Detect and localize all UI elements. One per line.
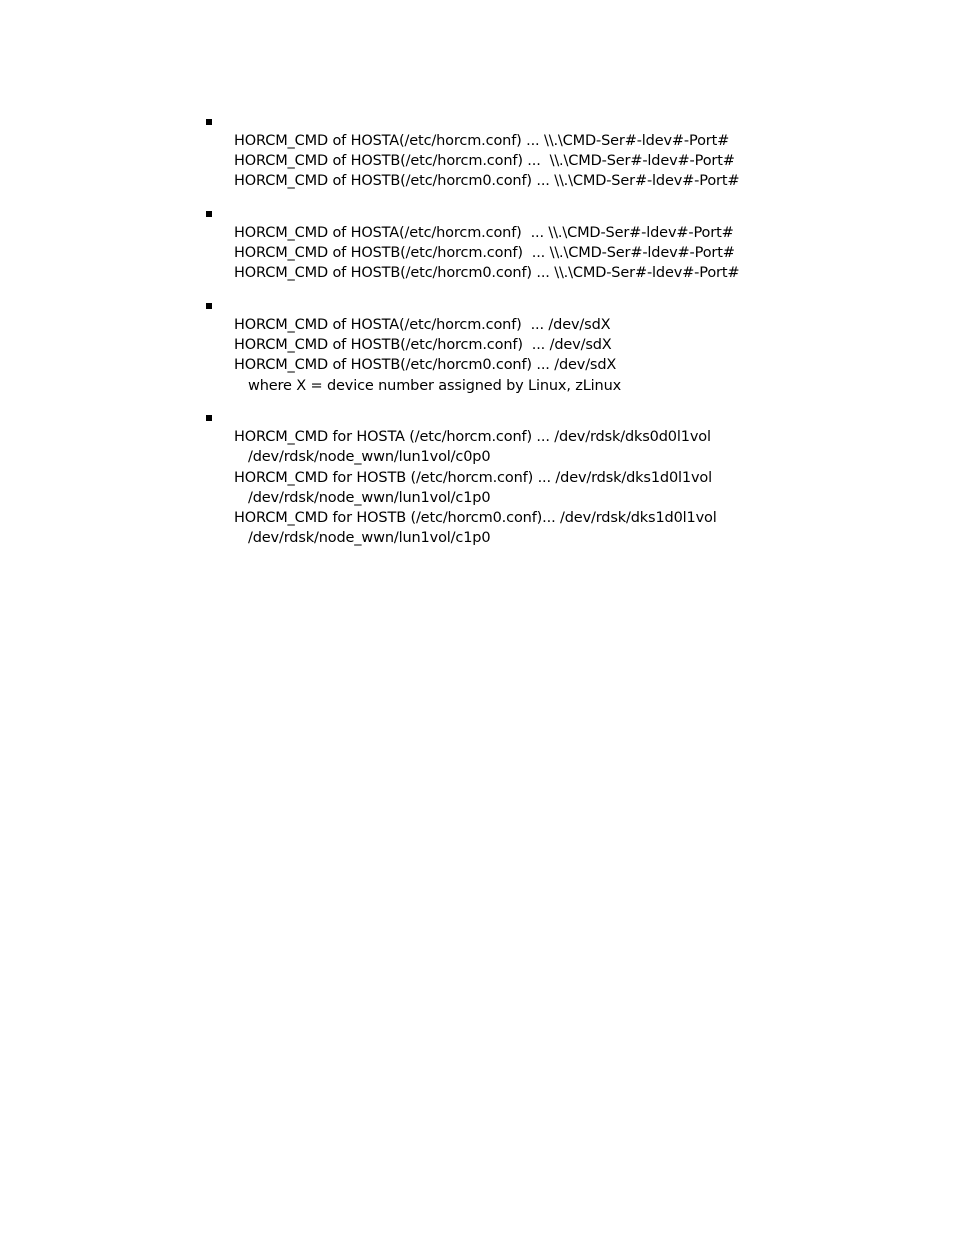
code-line-continuation: /dev/rdsk/node_wwn/lun1vol/c1p0 (248, 490, 491, 506)
code-line: HORCM_CMD of HOSTA(/etc/horcm.conf) ... \\.\CMD-Ser#-ldev#-Port# (234, 225, 734, 241)
code-line: HORCM_CMD of HOSTB(/etc/horcm.conf) ... /dev/sdX (234, 337, 612, 353)
code-line: HORCM_CMD of HOSTB(/etc/horcm0.conf) ... /dev/sdX (234, 357, 617, 373)
bullet-icon (206, 303, 212, 309)
code-lines (234, 223, 739, 283)
code-line-continuation: /dev/rdsk/node_wwn/lun1vol/c1p0 (248, 530, 491, 546)
code-line: HORCM_CMD of HOSTB(/etc/horcm0.conf) ... \\.\CMD-Ser#-ldev#-Port# (234, 265, 740, 281)
code-line: HORCM_CMD for HOSTB (/etc/horcm.conf) ... /dev/rdsk/dks1d0l1vol (234, 470, 713, 486)
code-lines (234, 315, 621, 396)
code-line: HORCM_CMD of HOSTA(/etc/horcm.conf) ... \\.\CMD-Ser#-ldev#-Port# (234, 133, 730, 149)
code-note: where X = device number assigned by Linux, zLinux (248, 378, 622, 394)
code-lines (234, 427, 717, 548)
code-line: HORCM_CMD for HOSTA (/etc/horcm.conf) ... /dev/rdsk/dks0d0l1vol (234, 429, 711, 445)
bullet-icon (206, 119, 212, 125)
code-line: HORCM_CMD of HOSTA(/etc/horcm.conf) ... /dev/sdX (234, 317, 611, 333)
bullet-icon (206, 415, 212, 421)
code-lines (234, 131, 739, 191)
code-line: HORCM_CMD for HOSTB (/etc/horcm0.conf)... /dev/rdsk/dks1d0l1vol (234, 510, 717, 526)
code-line: HORCM_CMD of HOSTB(/etc/horcm.conf) ... \\.\CMD-Ser#-ldev#-Port# (234, 153, 735, 169)
code-line-continuation: /dev/rdsk/node_wwn/lun1vol/c0p0 (248, 449, 491, 465)
bullet-icon (206, 211, 212, 217)
code-line: HORCM_CMD of HOSTB(/etc/horcm.conf) ... \\.\CMD-Ser#-ldev#-Port# (234, 245, 735, 261)
code-line: HORCM_CMD of HOSTB(/etc/horcm0.conf) ... \\.\CMD-Ser#-ldev#-Port# (234, 173, 740, 189)
